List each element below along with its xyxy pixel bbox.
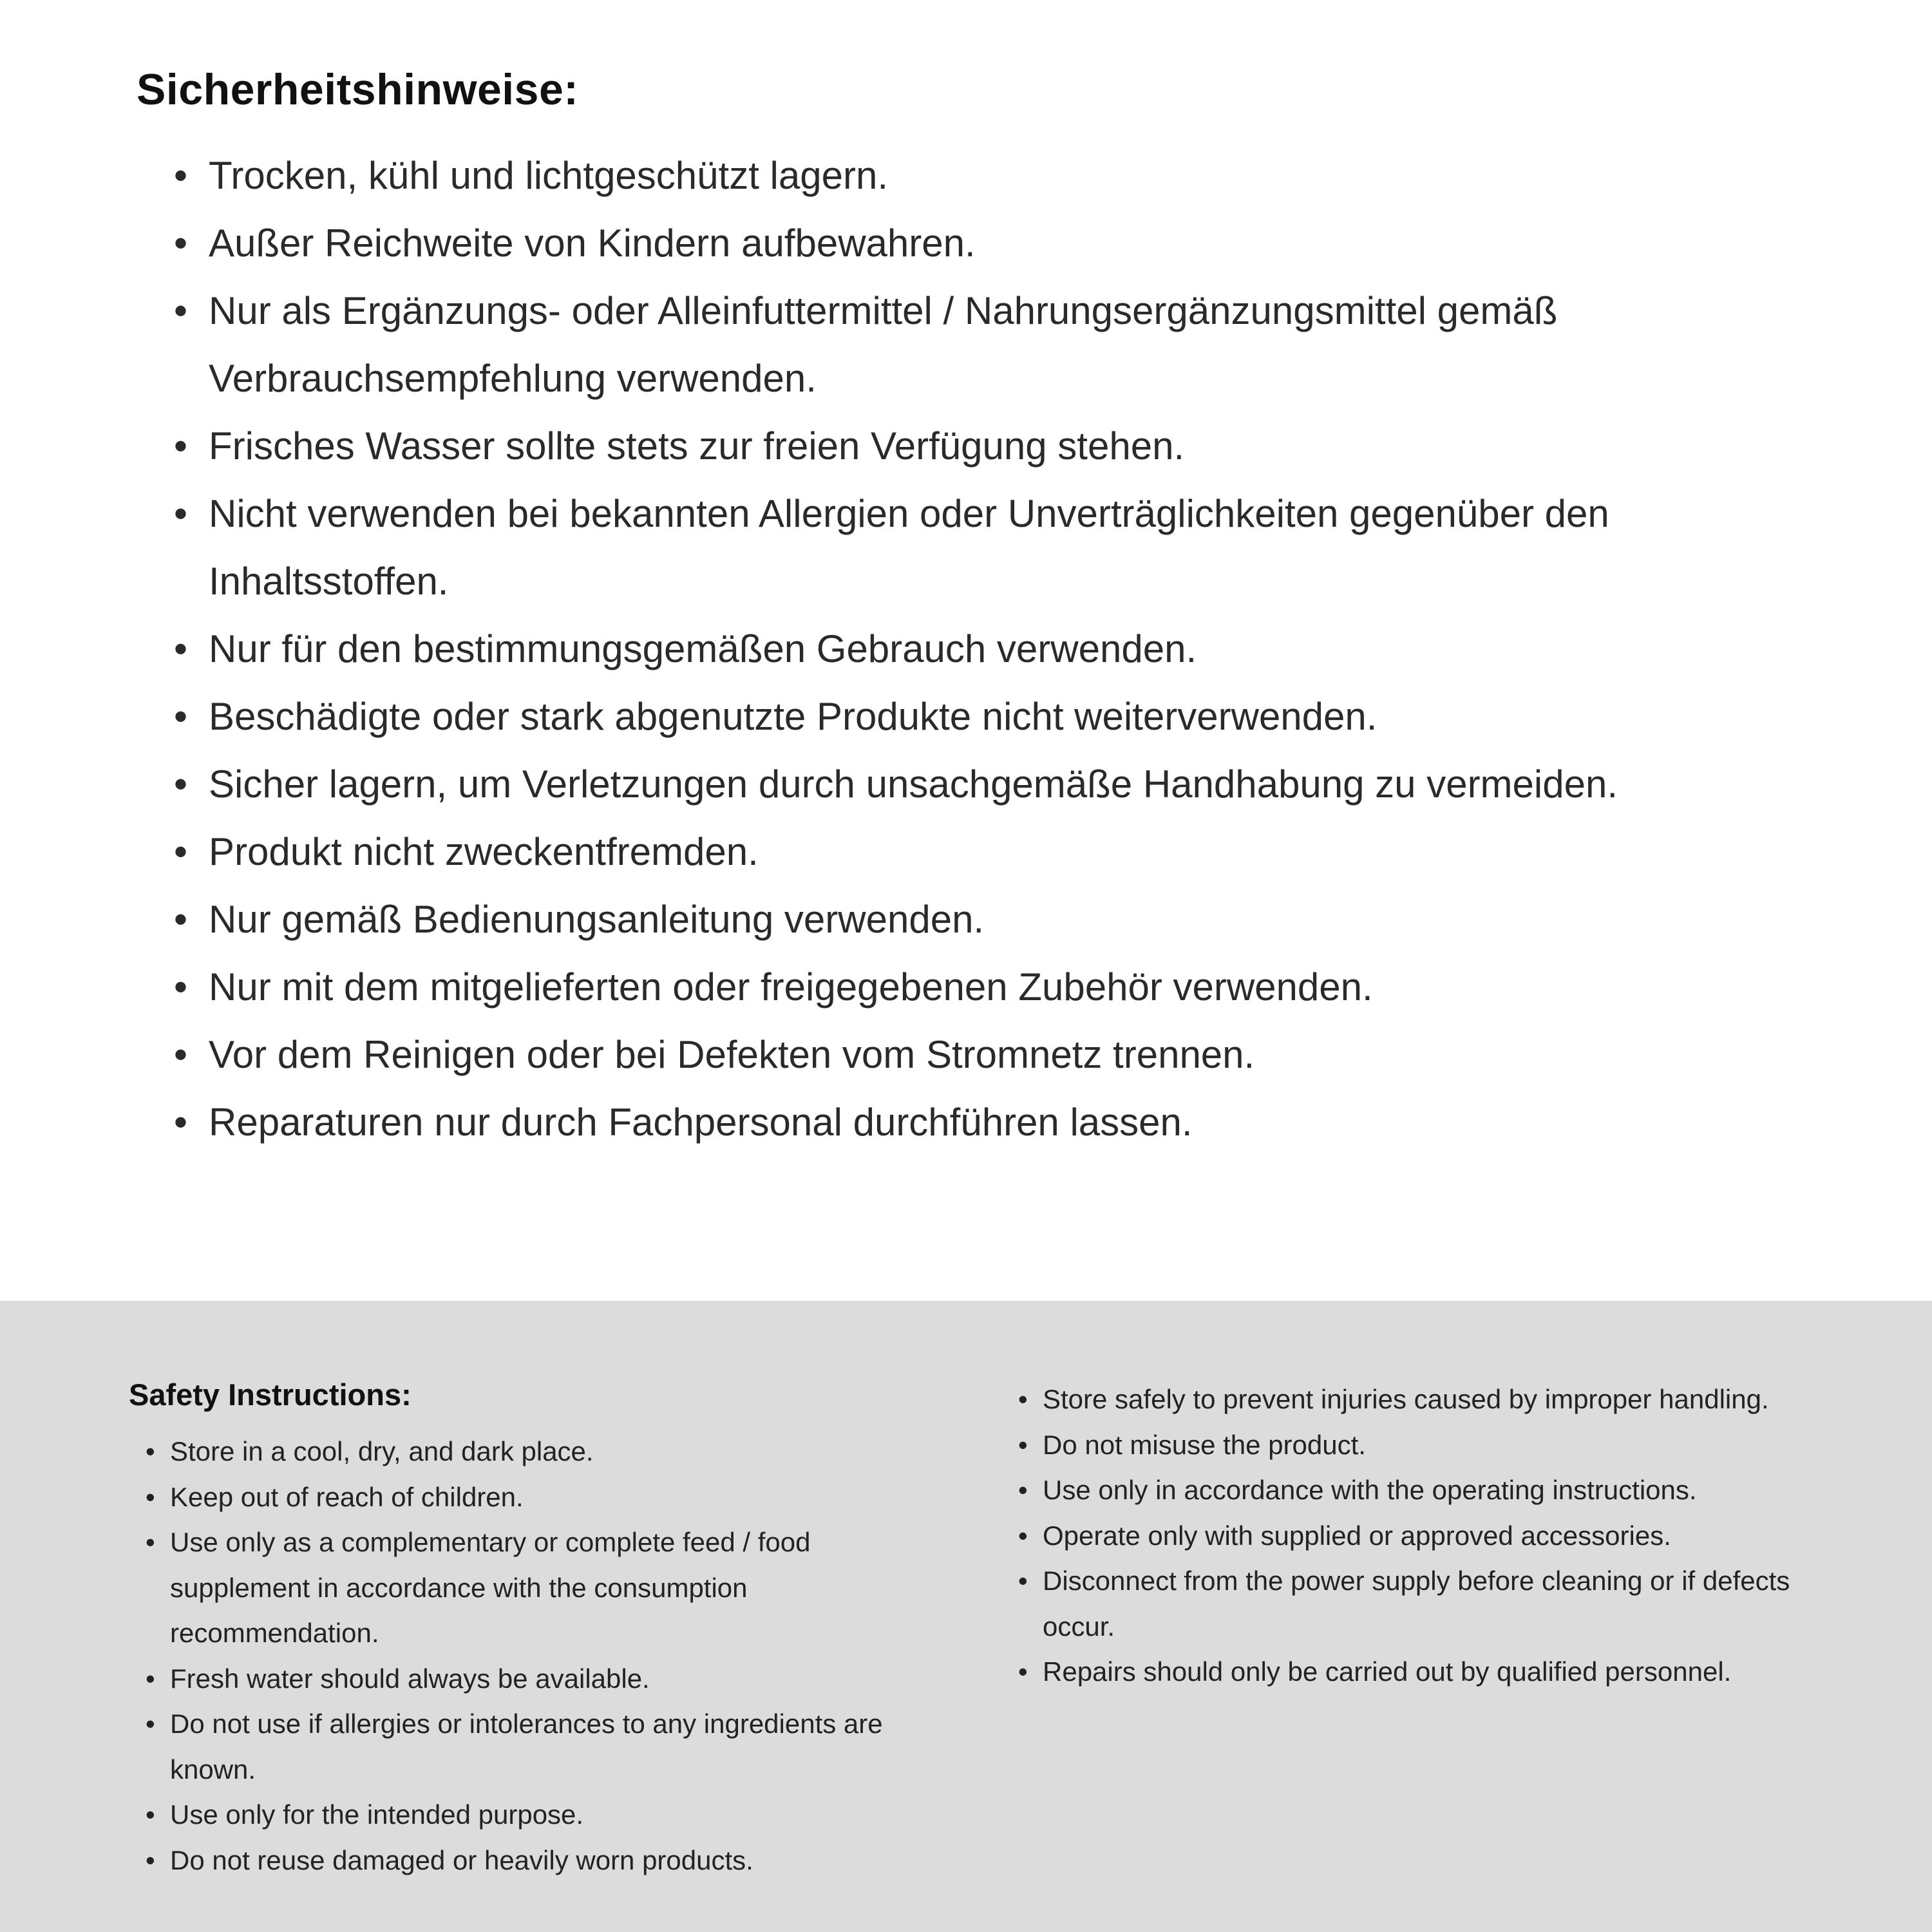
german-safety-list [137,142,1823,1156]
list-item: • Frisches Wasser sollte stets zur freien Verfügung stehen. [174,412,1823,480]
list-item: • Repairs should only be carried out by qualified personnel. [1018,1649,1813,1695]
list-item: • Use only as a complementary or complete feed / food supplement in accordance with the consumption recommendation. [146,1520,940,1656]
english-safety-section [0,1301,1932,1932]
list-item: • Beschädigte oder stark abgenutzte Produkte nicht weiterverwenden. [174,683,1823,750]
list-item: • Nur gemäß Bedienungsanleitung verwenden. [174,886,1823,953]
list-item: • Use only for the intended purpose. [146,1792,940,1838]
list-item: • Nur als Ergänzungs- oder Alleinfuttermittel / Nahrungsergänzungsmittel gemäß Verbrauchsempfehlung verwenden. [174,277,1823,412]
list-item: • Keep out of reach of children. [146,1475,940,1520]
list-item: • Fresh water should always be available. [146,1656,940,1702]
list-item: • Außer Reichweite von Kindern aufbewahren. [174,209,1823,277]
english-safety-list-right [1001,1377,1813,1695]
list-item: • Use only in accordance with the operating instructions. [1018,1468,1813,1513]
english-section-title: Safety Instructions: [129,1378,412,1412]
list-item: • Disconnect from the power supply before cleaning or if defects occur. [1018,1558,1813,1649]
list-item: • Do not misuse the product. [1018,1423,1813,1468]
english-left-column [129,1377,940,1883]
list-item: • Nur mit dem mitgelieferten oder freigegebenen Zubehör verwenden. [174,953,1823,1021]
list-item: • Operate only with supplied or approved accessories. [1018,1513,1813,1559]
english-safety-list-left [129,1429,940,1883]
list-item: • Reparaturen nur durch Fachpersonal durchführen lassen. [174,1088,1823,1156]
list-item: • Do not use if allergies or intolerances to any ingredients are known. [146,1701,940,1792]
list-item: • Store safely to prevent injuries caused by improper handling. [1018,1377,1813,1423]
english-right-column [1001,1377,1813,1695]
german-section-title: Sicherheitshinweise: [137,65,579,114]
list-item: • Vor dem Reinigen oder bei Defekten vom Stromnetz trennen. [174,1021,1823,1088]
list-item: • Do not reuse damaged or heavily worn products. [146,1838,940,1884]
list-item: • Nur für den bestimmungsgemäßen Gebrauch verwenden. [174,615,1823,683]
list-item: • Sicher lagern, um Verletzungen durch unsachgemäße Handhabung zu vermeiden. [174,750,1823,818]
list-item: • Trocken, kühl und lichtgeschützt lagern. [174,142,1823,209]
list-item: • Produkt nicht zweckentfremden. [174,818,1823,886]
list-item: • Nicht verwenden bei bekannten Allergien oder Unverträglichkeiten gegenüber den Inhaltsstoffen. [174,480,1823,615]
list-item: • Store in a cool, dry, and dark place. [146,1429,940,1475]
